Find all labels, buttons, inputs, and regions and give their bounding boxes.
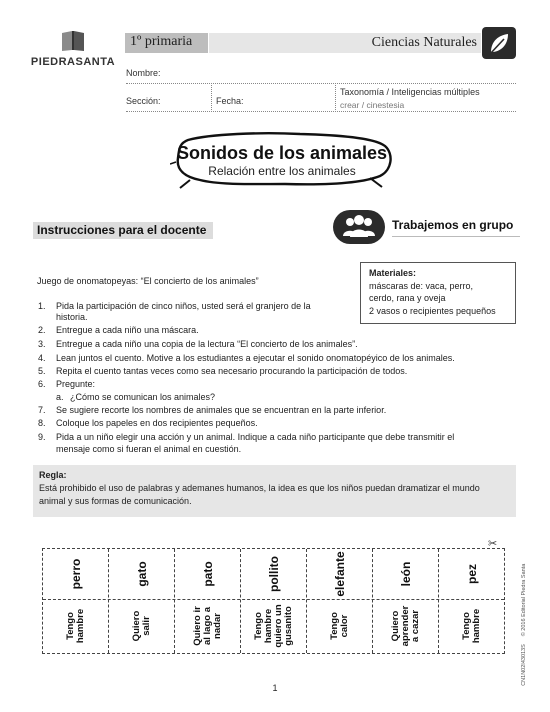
rule-title: Regla: <box>39 470 67 480</box>
materials-line: 2 vasos o recipientes pequeños <box>369 305 496 316</box>
cutout-card[interactable] <box>439 549 505 653</box>
taxonomy-sub: crear / cinestesia <box>340 100 405 110</box>
rule-line: animal y sus formas de comunicación. <box>39 496 192 506</box>
page-number: 1 <box>272 683 278 693</box>
step-text: Repita el cuento tantas veces como sea necesario procurando la participación de todos. <box>56 366 408 376</box>
brand-name: PIEDRASANTA <box>30 56 116 68</box>
worksheet-title: Sonidos de los animales <box>176 143 388 163</box>
step-number: 2. <box>38 325 46 335</box>
step-number: 8. <box>38 418 46 428</box>
taxonomy-label: Taxonomía / Inteligencias múltiples <box>340 87 480 97</box>
step-number: 1. <box>38 301 46 311</box>
action-text: Tengo hambre <box>461 608 482 644</box>
step-text: Entregue a cada niño una máscara. <box>56 325 199 335</box>
step-number: 7. <box>38 405 46 415</box>
leaf-icon <box>482 27 516 59</box>
step-number: 9. <box>38 432 46 442</box>
step-text: Pida a un niño elegir una acción y un animal. Indique a cada niño participante que debe transmitir el <box>56 432 455 442</box>
step-text: Se sugiere recorte los nombres de animales que se encuentran en la parte inferior. <box>56 405 387 415</box>
materials-line: máscaras de: vaca, perro, <box>369 280 474 291</box>
grade-label: 1º primaria <box>130 34 193 49</box>
cutout-table <box>42 548 505 654</box>
materials-box <box>360 262 516 324</box>
step-number: a. <box>56 392 64 402</box>
cutout-card[interactable] <box>175 549 241 653</box>
cutout-card[interactable] <box>43 549 109 653</box>
rule-box <box>33 465 516 517</box>
step-text: ¿Cómo se comunican los animales? <box>70 392 216 402</box>
step-text: Entregue a cada niño una copia de la lectura “El concierto de los animales”. <box>56 339 358 349</box>
subject-label: Ciencias Naturales <box>371 35 477 50</box>
cutout-card[interactable] <box>307 549 373 653</box>
action-text: Tengo hambre quiero un gusanito <box>252 604 294 648</box>
action-text: Tengo calor <box>328 612 350 640</box>
cutout-card[interactable] <box>241 549 307 653</box>
copyright-text: © 2016 Editorial Piedra Santa <box>521 563 527 637</box>
materials-title: Materiales: <box>369 268 417 278</box>
logo <box>28 30 118 68</box>
product-code: CN1N02I43013S <box>521 644 527 686</box>
action-text: Quiero ir al lago a nadar <box>191 606 223 646</box>
action-text: Quiero salir <box>130 610 152 642</box>
cutout-card[interactable] <box>373 549 439 653</box>
animal-name: perro <box>68 558 83 590</box>
name-label: Nombre: <box>126 68 161 78</box>
step-text: Coloque los papeles en dos recipientes pequeños. <box>56 418 258 428</box>
section-label: Sección: <box>126 96 161 106</box>
step-number: 3. <box>38 339 46 349</box>
animal-name: elefante <box>332 551 347 597</box>
date-label: Fecha: <box>216 96 244 106</box>
step-number: 5. <box>38 366 46 376</box>
rule-line: Está prohibido el uso de palabras y ademanes humanos, la idea es que los niños puedan dramatizar el mundo <box>39 483 480 493</box>
animal-name: pollito <box>266 556 281 592</box>
step-text: Lean juntos el cuento. Motive a los estudiantes a ejecutar el sonido onomatopéyico de los animales. <box>56 353 455 363</box>
group-heading: Trabajemos en grupo <box>392 218 514 232</box>
section-divider <box>211 85 212 110</box>
worksheet-subtitle: Relación entre los animales <box>208 164 356 178</box>
fields-bottom-line <box>126 111 516 112</box>
step-text: Pregunte: <box>56 379 96 389</box>
animal-name: pato <box>200 561 215 587</box>
animal-name: pez <box>465 563 479 585</box>
name-line[interactable] <box>126 83 516 84</box>
intro-text: Juego de onomatopeyas: “El concierto de los animales” <box>37 276 259 286</box>
animal-name: gato <box>134 561 149 587</box>
step-number: 4. <box>38 353 46 363</box>
animal-name: león <box>398 561 413 587</box>
action-text: Quiero aprender a cazar <box>389 605 421 647</box>
step-text: historia. <box>56 312 88 322</box>
instructions-heading: Instrucciones para el docente <box>37 223 207 237</box>
group-icon <box>333 210 385 244</box>
cutout-card[interactable] <box>109 549 175 653</box>
step-text: Pida la participación de cinco niños, usted será el granjero de la <box>56 301 311 311</box>
date-divider <box>335 85 336 110</box>
book-icon <box>60 30 86 52</box>
step-number: 6. <box>38 379 46 389</box>
action-text: Tengo hambre <box>64 608 86 644</box>
scissors-icon: ✂ <box>488 538 498 550</box>
group-underline <box>392 236 520 237</box>
step-text: mensaje como si fueran el animal en cuestión. <box>56 444 242 454</box>
materials-line: cerdo, rana y oveja <box>369 293 446 303</box>
